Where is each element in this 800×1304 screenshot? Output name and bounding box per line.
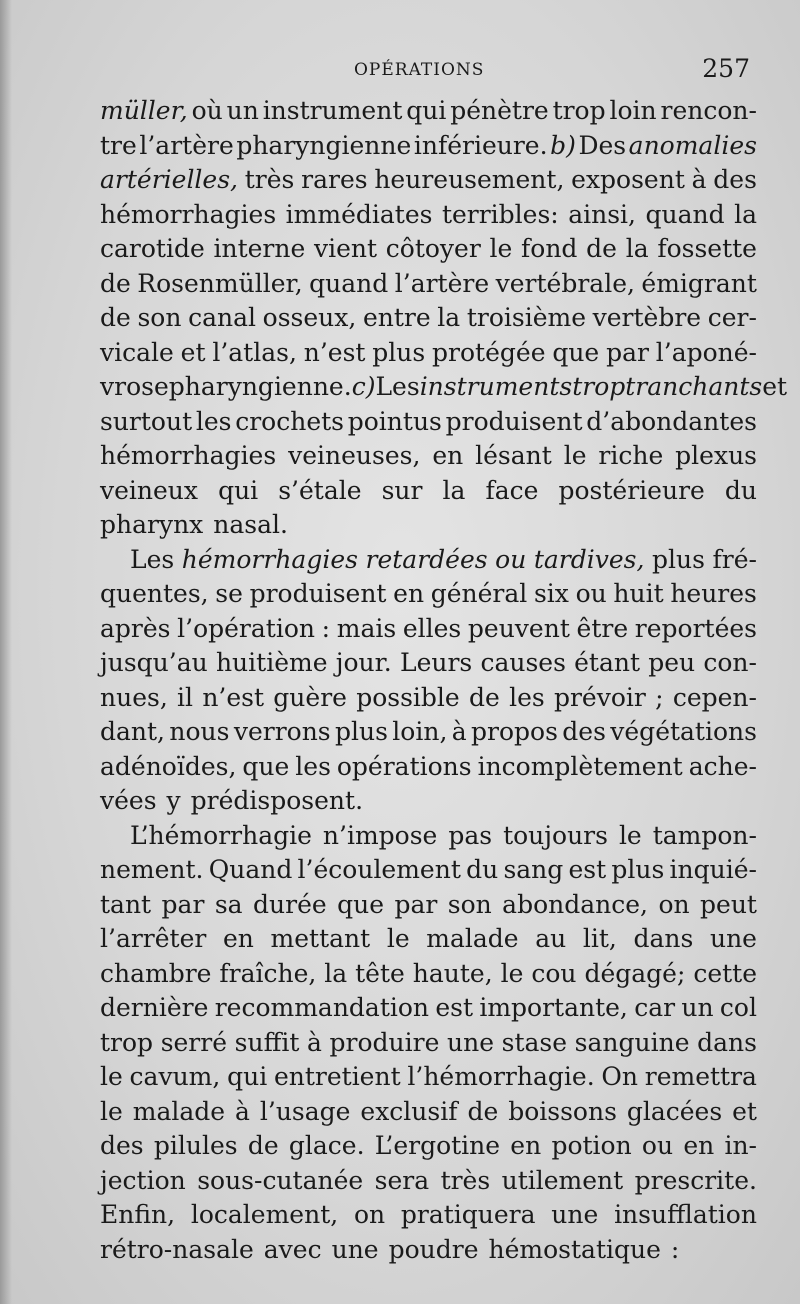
word: instruments [419,372,573,401]
word: pharyngienne [236,130,412,160]
word: exposent [571,165,685,194]
word: de [100,303,131,332]
word: des [562,717,606,746]
word: d’abondantes [586,406,757,436]
word: osseux, [262,303,357,332]
page-gutter-shadow [0,0,12,1304]
word: une [331,1234,379,1264]
word: le [100,1062,123,1091]
text-line [100,715,757,750]
word: loin, [392,717,448,746]
word: plus [372,337,426,367]
word: tant [100,889,152,919]
page-number: 257 [702,54,750,83]
word: un [681,993,714,1022]
word: après [100,613,171,643]
word: exclusif [360,1096,458,1126]
text-line [100,543,757,578]
word: face [485,475,539,505]
word: immédiates [285,199,433,229]
word: riche [598,441,664,470]
text-line [100,370,788,405]
text-line [100,750,757,785]
word: la [442,475,466,505]
text-line [100,681,757,716]
word: l’usage [259,1096,351,1126]
word: s’étale [278,475,362,505]
word: plus [652,544,705,574]
word: artérielles, [100,165,239,194]
word: l’atlas, [212,337,297,367]
word: hémorrhagies [100,441,277,470]
word: par [394,889,438,919]
word: ache- [688,751,757,781]
word: : [670,1234,680,1264]
word: produisent [249,579,387,608]
word: quand [309,268,389,298]
word: la [437,303,461,332]
word: huitième [215,648,328,677]
word: mettant [270,924,371,953]
word: hémorrhagies [100,199,277,229]
word: importante, [479,993,628,1022]
word: localement, [190,1200,339,1229]
word: peuvent [467,613,570,643]
word: produire [329,1027,440,1057]
word: jusqu’au [100,648,208,677]
text-line [100,163,757,198]
word: à [451,717,467,746]
word: n’impose [322,820,438,850]
word: pointus [347,406,442,436]
word: et [180,337,206,367]
word: loin [609,96,657,125]
word: Des [578,130,627,160]
word: le [500,958,524,988]
word: en [222,924,254,953]
word: adénoïdes, [100,751,237,781]
word: végétations [610,717,757,746]
word: du [466,855,499,884]
word: verrons [233,717,331,746]
word: que [242,751,290,781]
word: cette [693,958,757,988]
word: abondance, [502,889,648,919]
word: par [606,337,649,367]
word: qui [218,475,259,505]
word: fond [521,234,578,263]
word: de [247,1131,279,1160]
word: fré- [712,544,757,574]
word: les [295,751,331,781]
word: des [100,1131,144,1160]
word: recommandation [214,993,430,1022]
word: veineuses, [288,441,421,470]
word: son [137,303,182,332]
word: pilules [153,1131,238,1160]
word: elles [402,613,462,643]
word: tardives, [533,544,645,574]
text-line [100,129,757,164]
word: il [177,682,194,712]
word: cavum, [129,1062,221,1091]
word: boissons [508,1096,617,1126]
word: inférieure. [413,130,548,160]
word: des [713,165,757,194]
word: ; [655,682,664,712]
word: côtoyer [385,234,481,263]
word: b) [550,130,576,160]
word: interne [213,234,306,263]
word: vrose [100,372,169,401]
text-line [100,301,757,336]
text-line [100,612,757,647]
body-text [100,94,788,1267]
word: inquié- [669,855,757,884]
word: l’artère [139,130,234,160]
word: et [732,1096,757,1126]
word: On [601,1062,638,1091]
text-line [100,1026,757,1061]
word: prévoir [553,682,646,712]
word: guère [273,682,347,712]
text-line [100,577,757,612]
word: c) [351,372,376,401]
word: vicale [100,337,174,367]
text-line [100,784,757,819]
word: malade [426,924,519,953]
word: que [552,337,600,367]
word: du [724,475,757,505]
word: plus [611,855,665,884]
word: est [435,993,474,1022]
word: le [386,924,410,953]
word: dans [697,1027,757,1057]
word: malade [132,1096,226,1126]
word: en [432,441,464,470]
word: heures [670,579,757,608]
word: instrument [262,96,403,125]
text-line [100,198,757,233]
word: heureusement, [374,165,565,194]
word: incomplètement [477,751,683,781]
word: en [393,579,425,608]
word: une [709,924,757,953]
text-line [100,94,757,129]
word: Leurs [399,648,473,677]
word: peu [648,648,696,677]
word: anomalies [628,130,757,160]
word: Quand [208,855,293,884]
word: haute, [412,958,493,988]
word: cepen- [672,682,757,712]
word: prescrite. [634,1165,757,1195]
word: sera [374,1165,430,1195]
word: tranchants [625,372,763,401]
text-line [100,888,757,923]
word: tête [355,958,405,988]
word: le [489,234,513,263]
word: les [195,406,232,436]
word: produisent [445,406,583,436]
text-line [100,1095,757,1130]
word: müller, [100,96,188,125]
word: à [307,1027,322,1057]
word: sous-cutanée [197,1165,364,1195]
word: toujours [503,820,608,850]
word: con- [703,648,757,677]
word: stase [501,1027,568,1057]
word: postérieure [558,475,705,505]
word: dant, [100,717,166,746]
word: prédisposent. [190,786,364,815]
word: mais [336,613,397,643]
word: en [683,1131,715,1160]
word: pharynx [100,510,204,539]
word: entre [362,303,431,332]
word: une [551,1200,599,1229]
word: veineux [100,475,199,505]
word: surtout [100,406,193,436]
word: L’ergotine [374,1131,501,1160]
word: émigrant [641,268,757,298]
word: sang [503,855,564,884]
word: sanguine [574,1027,690,1057]
text-line [100,508,757,543]
word: n’est [202,682,265,712]
text-line [100,853,757,888]
word: vées [100,786,157,815]
word: hémostatique [488,1234,661,1264]
word: cer- [707,303,757,332]
word: lésant [475,441,552,470]
word: utilement [501,1165,624,1195]
word: entretient [273,1062,401,1091]
word: canal [188,303,256,332]
word: ainsi, [568,199,636,229]
word: Rosenmüller, [137,268,303,298]
word: ou [495,544,527,574]
word: crochets [235,406,345,436]
word: de [467,1096,499,1126]
word: un [226,96,259,125]
word: nous [169,717,230,746]
word: la [324,958,348,988]
word: car [634,993,676,1022]
word: son [447,889,492,919]
word: Les [375,372,420,401]
text-line [100,1060,757,1095]
word: étant [574,648,641,677]
word: très [440,1165,491,1195]
word: avec [263,1234,322,1264]
text-line [100,267,757,302]
word: l’écoulement [297,855,461,884]
word: l’artère [394,268,490,298]
text-line [100,1233,757,1268]
word: est [568,855,607,884]
word: trop [100,1027,154,1057]
word: sur [381,475,423,505]
word: ou [575,579,607,608]
word: à [691,165,707,194]
word: serré [160,1027,228,1057]
word: terribles: [441,199,559,229]
word: causes [480,648,566,677]
word: une [447,1027,495,1057]
word: in- [724,1131,757,1160]
word: le [100,1096,123,1126]
word: le [618,820,642,850]
word: nues, [100,682,168,712]
word: qui [406,96,447,125]
word: au [535,924,567,953]
text-line [100,439,757,474]
word: : [321,613,331,643]
word: Enfin, [100,1200,176,1229]
word: rétro-nasale [100,1234,254,1264]
word: insufflation [614,1200,757,1229]
word: opérations [336,751,472,781]
word: très [244,165,295,194]
text-line [100,474,757,509]
word: rares [301,165,368,194]
word: où [191,96,223,125]
word: chambre [100,958,212,988]
word: l’aponé- [655,337,757,367]
word: fossette [657,234,757,263]
word: vertèbre [592,303,702,332]
text-line [100,922,757,957]
text-line [100,991,757,1026]
word: l’hémorrhagie. [407,1062,595,1091]
word: fraîche, [219,958,317,988]
word: reportées [634,613,757,643]
word: par [161,889,205,919]
page-header [100,54,750,88]
running-head: OPÉRATIONS [354,60,485,80]
word: plexus [675,441,757,470]
word: tre [100,130,137,160]
word: glace. [288,1131,365,1160]
word: Les [130,544,175,574]
word: vient [313,234,378,263]
word: tampon- [652,820,757,850]
word: n’est [303,337,366,367]
word: de [586,234,617,263]
word: nasal. [213,510,288,539]
word: pratiquera [400,1200,536,1229]
word: plus [335,717,388,746]
word: l’opération [177,613,315,643]
word: jour. [335,648,392,677]
word: ou [641,1131,674,1160]
word: le [563,441,587,470]
word: pharyngienne. [168,372,352,401]
text-line [100,957,757,992]
word: retardées [365,544,488,574]
word: peut [700,889,757,919]
word: la [734,199,757,229]
word: quand [645,199,725,229]
word: être [576,613,629,643]
word: général [430,579,528,608]
word: glacées [626,1096,723,1126]
word: carotide [100,234,205,263]
word: on [658,889,690,919]
word: durée [253,889,327,919]
word: qui [227,1062,268,1091]
word: et [762,372,788,401]
word: dernière [100,993,209,1022]
word: propos [471,717,558,746]
word: lit, [582,924,617,953]
word: on [353,1200,386,1229]
word: vertébrale, [495,268,635,298]
text-line [100,1198,757,1233]
word: cou [531,958,577,988]
word: huit [613,579,664,608]
word: pénètre [450,96,549,125]
word: possible [356,682,460,712]
word: trop [572,372,626,401]
word: potion [551,1131,632,1160]
word: se [215,579,243,608]
word: la [625,234,649,263]
text-line [100,405,757,440]
word: en [510,1131,542,1160]
word: remettra [644,1062,757,1091]
text-line [100,232,757,267]
word: nement. [100,855,204,884]
word: trop [552,96,606,125]
word: troisième [466,303,586,332]
text-line [100,1129,757,1164]
text-line [100,646,757,681]
word: col [719,993,757,1022]
word: six [533,579,569,608]
word: y [166,786,181,815]
word: sa [214,889,243,919]
word: protégée [432,337,546,367]
word: dans [633,924,694,953]
word: de [100,268,131,298]
text-line [100,336,757,371]
word: dégagé; [584,958,686,988]
word: rencon- [660,96,757,125]
word: L’hémorrhagie [130,820,312,850]
word: suffit [234,1027,300,1057]
word: pas [448,820,493,850]
word: poudre [388,1234,479,1264]
word: hémorrhagies [181,544,358,574]
word: que [337,889,385,919]
word: de [469,682,500,712]
word: quentes, [100,579,209,608]
word: jection [100,1165,186,1195]
text-line [100,819,757,854]
text-line [100,1164,757,1199]
word: les [509,682,545,712]
word: l’arrêter [100,924,207,953]
word: à [235,1096,250,1126]
